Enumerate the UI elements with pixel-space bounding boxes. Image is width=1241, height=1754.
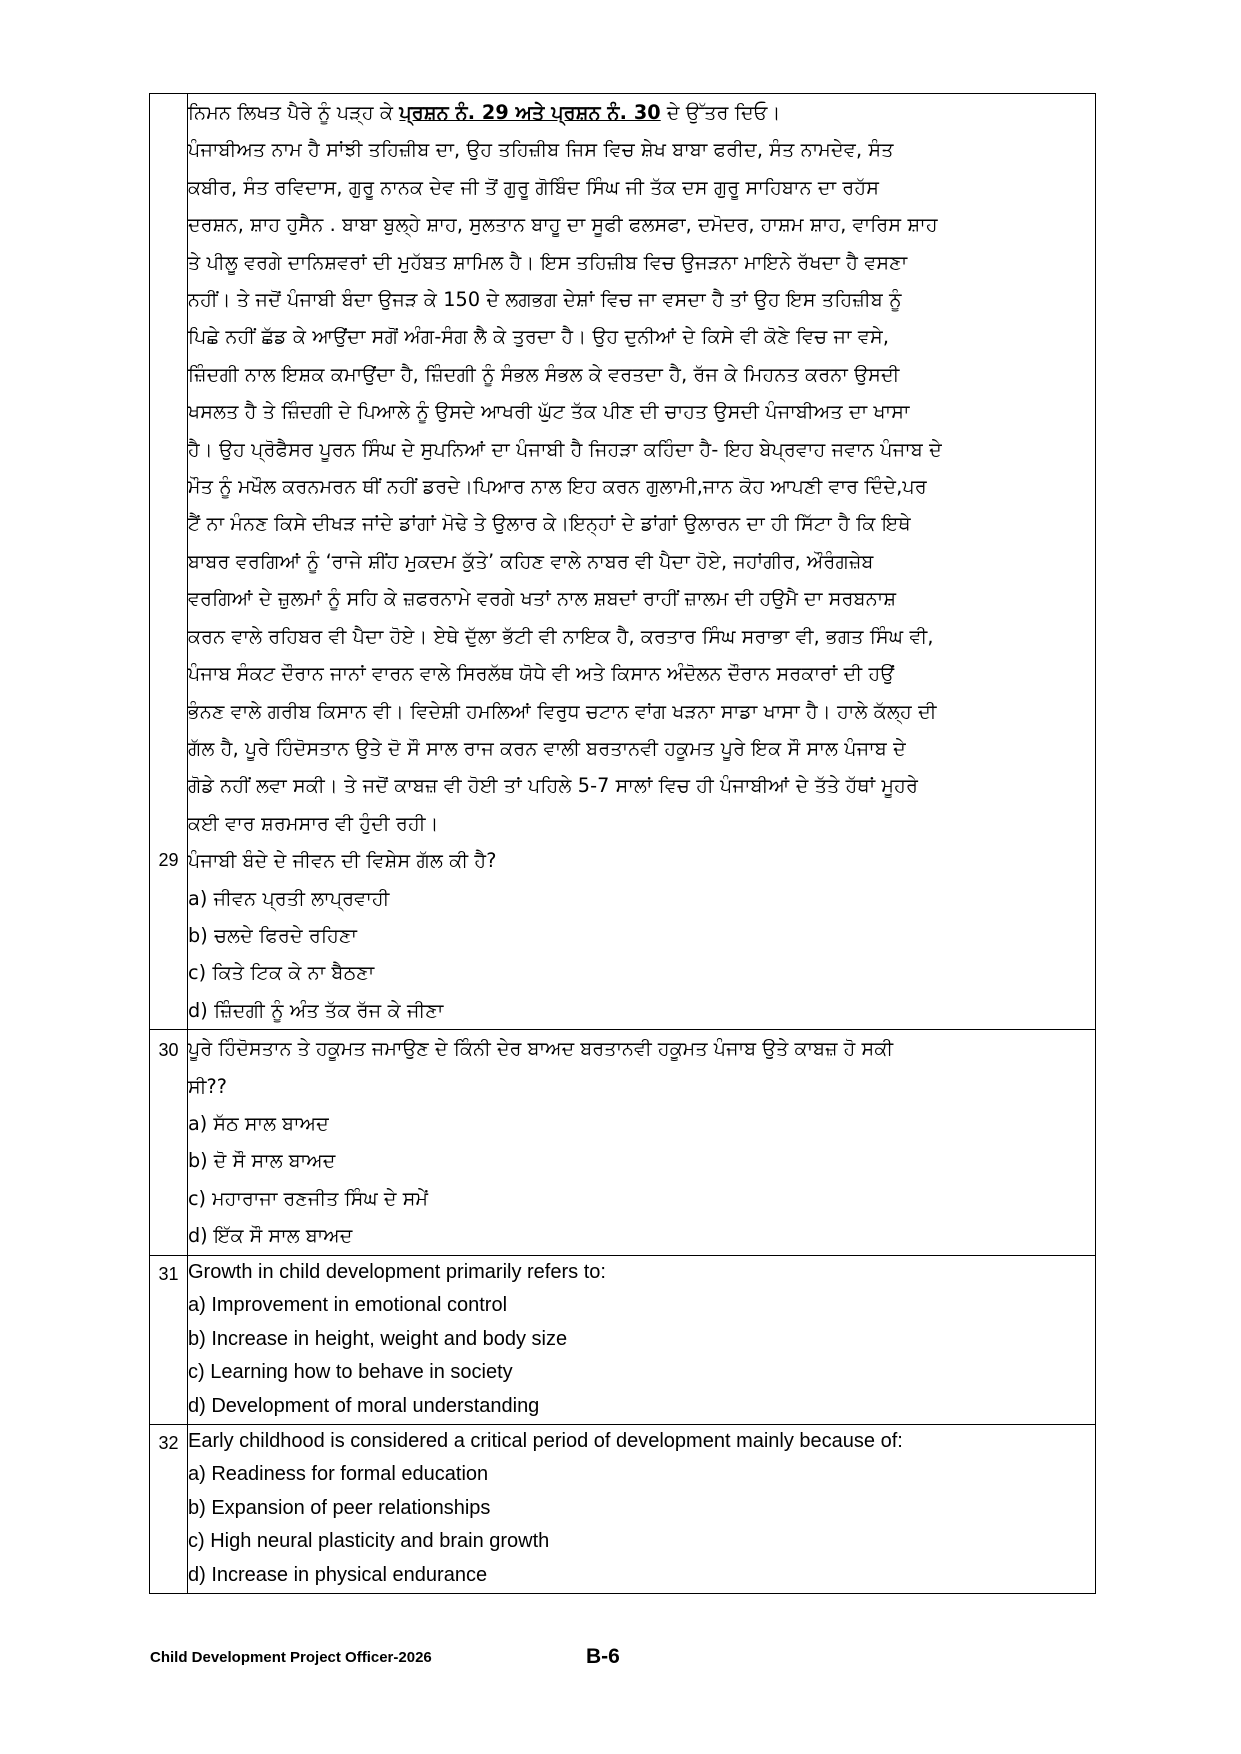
question-table xyxy=(149,93,1096,1594)
answer-option-c: c) High neural plasticity and brain growth xyxy=(188,1530,550,1553)
page-footer xyxy=(150,1645,1097,1675)
answer-option-b: b) ਚਲਦੇ ਫਿਰਦੇ ਰਹਿਣਾ xyxy=(188,923,358,947)
answer-option-b: b) Expansion of peer relationships xyxy=(188,1496,491,1519)
passage-line: ਗੱਲ ਹੈ, ਪੂਰੇ ਹਿੰਦੋਸਤਾਨ ਉਤੇ ਦੋ ਸੌ ਸਾਲ ਰਾਜ ਕਰਨ ਵਾਲੀ ਬਰਤਾਨਵੀ ਹਕੂਮਤ ਪੂਰੇ ਇਕ ਸੌ ਸਾਲ ਪੰਜਾਬ ਦੇ xyxy=(188,736,906,760)
question-text: Growth in child development primarily refers to: xyxy=(188,1260,606,1283)
passage-line: ਦਰਸ਼ਨ, ਸ਼ਾਹ ਹੁਸੈਨ . ਬਾਬਾ ਬੁਲ੍ਹੇ ਸ਼ਾਹ, ਸੁਲਤਾਨ ਬਾਹੂ ਦਾ ਸੂਫੀ ਫਲਸਫਾ, ਦਮੋਦਰ, ਹਾਸ਼ਮ ਸ਼ਾਹ, ਵਾਰਿਸ ਸ਼ਾਹ xyxy=(188,213,938,237)
answer-option-b: b) ਦੋ ਸੌ ਸਾਲ ਬਾਅਦ xyxy=(188,1149,336,1173)
passage-line: ਬਾਬਰ ਵਰਗਿਆਂ ਨੂੰ ‘ਰਾਜੇ ਸ਼ੀਂਹ ਮੁਕਦਮ ਕੁੱਤੇ’ ਕਹਿਣ ਵਾਲੇ ਨਾਬਰ ਵੀ ਪੈਦਾ ਹੋਏ, ਜਹਾਂਗੀਰ, ਔਰੰਗਜ਼ੇਬ xyxy=(188,549,874,573)
passage-line: ਕਬੀਰ, ਸੰਤ ਰਵਿਦਾਸ, ਗੁਰੂ ਨਾਨਕ ਦੇਵ ਜੀ ਤੋਂ ਗੁਰੂ ਗੋਬਿੰਦ ਸਿੰਘ ਜੀ ਤੱਕ ਦਸ ਗੁਰੂ ਸਾਹਿਬਾਨ ਦਾ ਰਹੱਸ xyxy=(188,175,880,199)
passage-line: ਪਿਛੇ ਨਹੀਂ ਛੱਡ ਕੇ ਆਉਂਦਾ ਸਗੋਂ ਅੰਗ-ਸੰਗ ਲੈ ਕੇ ਤੁਰਦਾ ਹੈ। ਉਹ ਦੁਨੀਆਂ ਦੇ ਕਿਸੇ ਵੀ ਕੋਣੇ ਵਿਚ ਜਾ ਵਸੇ, xyxy=(188,325,890,349)
table-row xyxy=(150,1424,1096,1593)
table-row xyxy=(150,94,1096,1030)
question-number: 29 xyxy=(158,850,179,870)
answer-option-d: d) Increase in physical endurance xyxy=(188,1563,488,1586)
question-number-cell xyxy=(150,94,188,1030)
table-row xyxy=(150,1030,1096,1255)
page-code: B-6 xyxy=(586,1645,620,1668)
passage-line: ਵਰਗਿਆਂ ਦੇ ਜ਼ੁਲਮਾਂ ਨੂੰ ਸਹਿ ਕੇ ਜ਼ਫਰਨਾਮੇ ਵਰਗੇ ਖਤਾਂ ਨਾਲ ਸ਼ਬਦਾਂ ਰਾਹੀਂ ਜ਼ਾਲਮ ਦੀ ਹਉਮੈ ਦਾ ਸਰਬਨਾਸ਼ xyxy=(188,587,897,611)
answer-option-c: c) ਮਹਾਰਾਜਾ ਰਣਜੀਤ ਸਿੰਘ ਦੇ ਸਮੇਂ xyxy=(188,1186,429,1210)
passage-line: ਖਸਲਤ ਹੈ ਤੇ ਜ਼ਿੰਦਗੀ ਦੇ ਪਿਆਲੇ ਨੂੰ ਉਸਦੇ ਆਖਰੀ ਘੁੱਟ ਤੱਕ ਪੀਣ ਦੀ ਚਾਹਤ ਉਸਦੀ ਪੰਜਾਬੀਅਤ ਦਾ ਖਾਸਾ xyxy=(188,400,910,424)
passage-line: ਕਰਨ ਵਾਲੇ ਰਹਿਬਰ ਵੀ ਪੈਦਾ ਹੋਏ। ਏਥੇ ਦੁੱਲਾ ਭੱਟੀ ਵੀ ਨਾਇਕ ਹੈ, ਕਰਤਾਰ ਸਿੰਘ ਸਰਾਭਾ ਵੀ, ਭਗਤ ਸਿੰਘ ਵੀ, xyxy=(188,624,934,648)
passage-instruction: ਨਿਮਨ ਲਿਖਤ ਪੈਰੇ ਨੂੰ ਪੜ੍ਹ ਕੇ ਪ੍ਰਸ਼ਨ ਨੰ. 29 ਅਤੇ ਪ੍ਰਸ਼ਨ ਨੰ. 30 ਦੇ ਉੱਤਰ ਦਿਓ। xyxy=(188,101,781,124)
passage-line: ਕਈ ਵਾਰ ਸ਼ਰਮਸਾਰ ਵੀ ਹੁੰਦੀ ਰਹੀ। xyxy=(188,811,439,835)
exam-name: Child Development Project Officer-2026 xyxy=(150,1649,432,1666)
passage-line: ਟੈਂ ਨਾ ਮੰਨਣ ਕਿਸੇ ਦੀਖੜ ਜਾਂਦੇ ਡਾਂਗਾਂ ਮੋਢੇ ਤੇ ਉਲਾਰ ਕੇ।ਇਨ੍ਹਾਂ ਦੇ ਡਾਂਗਾਂ ਉਲਾਰਨ ਦਾ ਹੀ ਸਿੱਟਾ ਹੈ ਕਿ ਇਥੇ xyxy=(188,512,911,536)
answer-option-a: a) Readiness for formal education xyxy=(188,1463,489,1486)
passage-line: ਤੇ ਪੀਲੂ ਵਰਗੇ ਦਾਨਿਸ਼ਵਰਾਂ ਦੀ ਮੁਹੱਬਤ ਸ਼ਾਮਿਲ ਹੈ। ਇਸ ਤਹਿਜ਼ੀਬ ਵਿਚ ਉਜੜਨਾ ਮਾਇਨੇ ਰੱਖਦਾ ਹੈ ਵਸਣਾ xyxy=(188,250,908,274)
question-reference: ਪ੍ਰਸ਼ਨ ਨੰ. 29 ਅਤੇ ਪ੍ਰਸ਼ਨ ਨੰ. 30 xyxy=(399,101,661,124)
question-cell xyxy=(188,1424,1096,1593)
question-number: 32 xyxy=(158,1432,179,1453)
passage-line: ਜ਼ਿੰਦਗੀ ਨਾਲ ਇਸ਼ਕ ਕਮਾਉਂਦਾ ਹੈ, ਜ਼ਿੰਦਗੀ ਨੂੰ ਸੰਭਲ ਸੰਭਲ ਕੇ ਵਰਤਦਾ ਹੈ, ਰੱਜ ਕੇ ਮਿਹਨਤ ਕਰਨਾ ਉਸਦੀ xyxy=(188,362,900,386)
question-text-continued: ਸੀ?? xyxy=(188,1074,227,1098)
question-number: 31 xyxy=(158,1263,179,1284)
table-row xyxy=(150,1255,1096,1424)
question-cell xyxy=(188,1255,1096,1424)
passage-line: ਨਹੀਂ। ਤੇ ਜਦੋਂ ਪੰਜਾਬੀ ਬੰਦਾ ਉਜੜ ਕੇ 150 ਦੇ ਲਗਭਗ ਦੇਸ਼ਾਂ ਵਿਚ ਜਾ ਵਸਦਾ ਹੈ ਤਾਂ ਉਹ ਇਸ ਤਹਿਜ਼ੀਬ ਨੂੰ xyxy=(188,288,902,312)
passage-line: ਪੰਜਾਬੀਅਤ ਨਾਮ ਹੈ ਸਾਂਝੀ ਤਹਿਜ਼ੀਬ ਦਾ, ਉਹ ਤਹਿਜ਼ੀਬ ਜਿਸ ਵਿਚ ਸ਼ੇਖ ਬਾਬਾ ਫਰੀਦ, ਸੰਤ ਨਾਮਦੇਵ, ਸੰਤ xyxy=(188,138,894,162)
question-number-cell xyxy=(150,1030,188,1255)
question-number-cell xyxy=(150,1255,188,1424)
answer-option-c: c) Learning how to behave in society xyxy=(188,1361,513,1384)
passage-line: ਗੋਡੇ ਨਹੀਂ ਲਵਾ ਸਕੀ। ਤੇ ਜਦੋਂ ਕਾਬਜ਼ ਵੀ ਹੋਈ ਤਾਂ ਪਹਿਲੇ 5-7 ਸਾਲਾਂ ਵਿਚ ਹੀ ਪੰਜਾਬੀਆਂ ਦੇ ਤੱਤੇ ਹੱਥਾਂ ਮੂਹਰੇ xyxy=(188,774,919,798)
answer-option-c: c) ਕਿਤੇ ਟਿਕ ਕੇ ਨਾ ਬੈਠਣਾ xyxy=(188,961,375,985)
question-text: ਪੰਜਾਬੀ ਬੰਦੇ ਦੇ ਜੀਵਨ ਦੀ ਵਿਸ਼ੇਸ ਗੱਲ ਕੀ ਹੈ? xyxy=(188,849,497,873)
answer-option-d: d) Development of moral understanding xyxy=(188,1394,540,1417)
question-text: ਪੂਰੇ ਹਿੰਦੋਸਤਾਨ ਤੇ ਹਕੂਮਤ ਜਮਾਉਣ ਦੇ ਕਿੰਨੀ ਦੇਰ ਬਾਅਦ ਬਰਤਾਨਵੀ ਹਕੂਮਤ ਪੰਜਾਬ ਉਤੇ ਕਾਬਜ਼ ਹੋ ਸਕੀ xyxy=(188,1037,894,1061)
passage-line: ਪੰਜਾਬ ਸੰਕਟ ਦੌਰਾਨ ਜਾਨਾਂ ਵਾਰਨ ਵਾਲੇ ਸਿਰਲੱਥ ਯੋਧੇ ਵੀ ਅਤੇ ਕਿਸਾਨ ਅੰਦੋਲਨ ਦੌਰਾਨ ਸਰਕਾਰਾਂ ਦੀ ਹਉਂ xyxy=(188,662,895,686)
answer-option-d: d) ਜ਼ਿੰਦਗੀ ਨੂੰ ਅੰਤ ਤੱਕ ਰੱਜ ਕੇ ਜੀਣਾ xyxy=(188,998,444,1022)
question-cell xyxy=(188,1030,1096,1255)
question-number-cell xyxy=(150,1424,188,1593)
passage-line: ਹੈ। ਉਹ ਪ੍ਰੋਫੈਸਰ ਪੂਰਨ ਸਿੰਘ ਦੇ ਸੁਪਨਿਆਂ ਦਾ ਪੰਜਾਬੀ ਹੈ ਜਿਹੜਾ ਕਹਿੰਦਾ ਹੈ- ਇਹ ਬੇਪ੍ਰਵਾਹ ਜਵਾਨ ਪੰਜਾਬ ਦੇ xyxy=(188,437,942,461)
answer-option-b: b) Increase in height, weight and body size xyxy=(188,1327,568,1350)
answer-option-a: a) ਜੀਵਨ ਪ੍ਰਤੀ ਲਾਪ੍ਰਵਾਹੀ xyxy=(188,886,390,910)
answer-option-a: a) Improvement in emotional control xyxy=(188,1294,508,1317)
question-text: Early childhood is considered a critical period of development mainly because of: xyxy=(188,1429,903,1452)
question-number: 30 xyxy=(158,1040,179,1061)
answer-option-a: a) ਸੱਠ ਸਾਲ ਬਾਅਦ xyxy=(188,1111,329,1135)
passage-cell xyxy=(188,94,1096,1030)
answer-option-d: d) ਇੱਕ ਸੌ ਸਾਲ ਬਾਅਦ xyxy=(188,1224,353,1248)
passage-line: ਮੌਤ ਨੂੰ ਮਖੌਲ ਕਰਨਮਰਨ ਥੀਂ ਨਹੀਂ ਡਰਦੇ।ਪਿਆਰ ਨਾਲ ਇਹ ਕਰਨ ਗੁਲਾਮੀ,ਜਾਨ ਕੋਹ ਆਪਣੀ ਵਾਰ ਦਿੰਦੇ,ਪਰ xyxy=(188,475,927,499)
passage-line: ਭੰਨਣ ਵਾਲੇ ਗਰੀਬ ਕਿਸਾਨ ਵੀ। ਵਿਦੇਸ਼ੀ ਹਮਲਿਆਂ ਵਿਰੁਧ ਚਟਾਨ ਵਾਂਗ ਖੜਨਾ ਸਾਡਾ ਖਾਸਾ ਹੈ। ਹਾਲੇ ਕੱਲ੍ਹ ਦੀ xyxy=(188,699,937,723)
